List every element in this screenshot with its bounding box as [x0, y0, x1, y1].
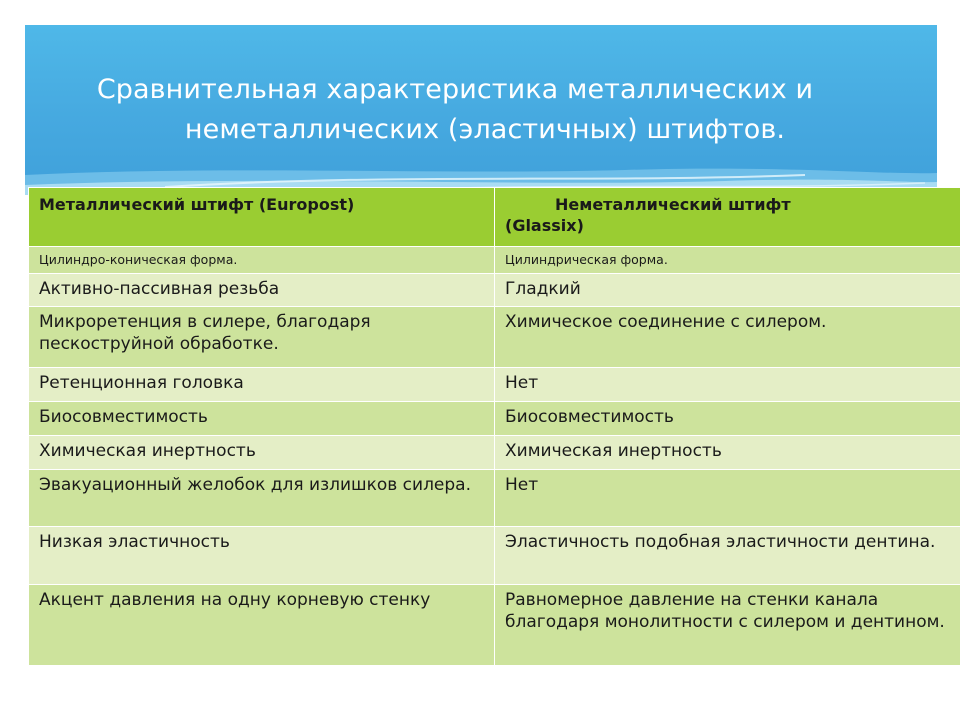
header-metal-post	[29, 188, 495, 247]
table-row	[29, 307, 960, 368]
table-row	[29, 368, 960, 402]
table-row	[29, 585, 960, 666]
table-cell: Химическая инертность	[29, 436, 495, 470]
table-cell: Акцент давления на одну корневую стенку	[29, 585, 495, 666]
table-header-row	[29, 188, 960, 247]
table-cell: Гладкий	[495, 274, 960, 307]
table-row	[29, 274, 960, 307]
table-cell: Низкая эластичность	[29, 527, 495, 585]
title-line-2: неметаллических (эластичных) штифтов.	[184, 114, 786, 145]
table-cell: Химическое соединение с силером.	[495, 307, 960, 368]
title-line-1: Сравнительная характеристика металлических и	[96, 74, 814, 105]
table-cell: Эвакуационный желобок для излишков силера.	[29, 470, 495, 527]
table-row	[29, 247, 960, 274]
table-cell: Эластичность подобная эластичности дентина.	[495, 527, 960, 585]
header-nonmetal-post-sub: (Glassix)	[505, 216, 584, 235]
table-cell: Микроретенция в силере, благодаря пескоструйной обработке.	[29, 307, 495, 368]
table-cell: Биосовместимость	[495, 402, 960, 436]
table-cell: Ретенционная головка	[29, 368, 495, 402]
table-cell: Активно-пассивная резьба	[29, 274, 495, 307]
table-row	[29, 470, 960, 527]
slide-title	[45, 70, 925, 150]
header-nonmetal-post	[495, 188, 960, 247]
header-metal-post-label: Металлический штифт (Europost)	[39, 195, 355, 214]
table-row	[29, 436, 960, 470]
header-nonmetal-post-label: Неметаллический штифт	[555, 195, 791, 214]
title-panel	[25, 25, 937, 195]
table-cell: Химическая инертность	[495, 436, 960, 470]
table-cell: Равномерное давление на стенки канала благодаря монолитности с силером и дентином.	[495, 585, 960, 666]
table-row	[29, 402, 960, 436]
table-cell: Цилиндро-коническая форма.	[29, 247, 495, 274]
table-cell: Нет	[495, 470, 960, 527]
table-row	[29, 527, 960, 585]
table-cell: Биосовместимость	[29, 402, 495, 436]
comparison-table-wrapper	[28, 187, 960, 666]
comparison-table	[28, 187, 960, 666]
table-cell: Цилиндрическая форма.	[495, 247, 960, 274]
table-cell: Нет	[495, 368, 960, 402]
